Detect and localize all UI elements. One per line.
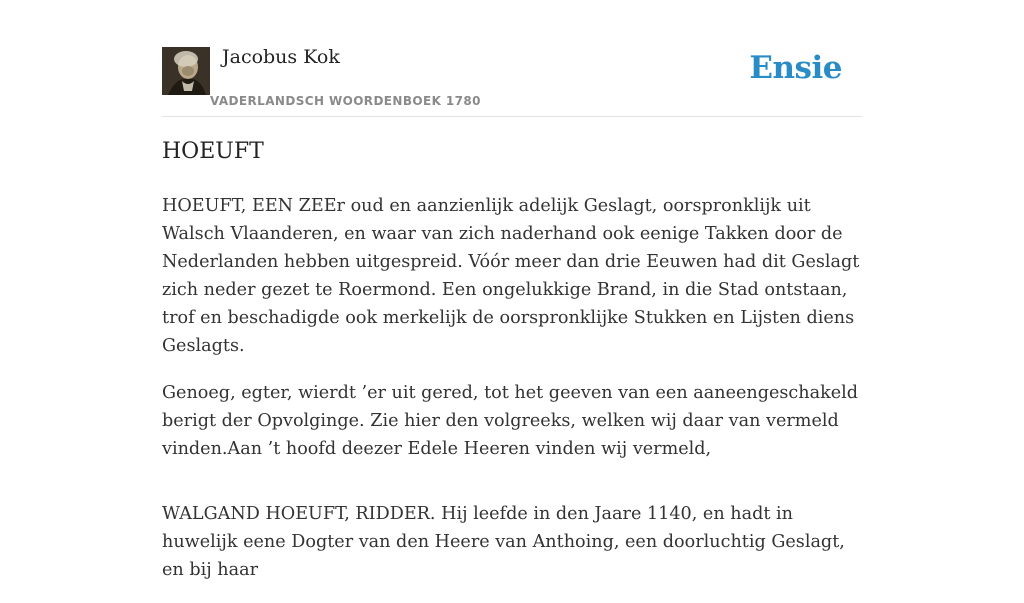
article-paragraph: WALGAND HOEUFT, RIDDER. Hij leefde in den Jaare 1140, en hadt in huwelijk eene Dogter van den Heere van Anthoing, een doorluchtig Geslagt, en bij haar [162, 504, 845, 580]
article-paragraph: HOEUFT, EEN ZEEr oud en aanzienlijk adelijk Geslagt, oorspronklijk uit Walsch Vlaanderen, en waar van zich naderhand ook eenige Takken door de Nederlanden hebben uitgespreid. Vóór meer dan drie Eeuwen had dit Geslagt zich neder gezet te Roermond. Een ongelukkige Brand, in die Stad ontstaan, trof en beschadigde ook merkelijk de oorspronklijke Stukken en Lijsten diens Geslagts. [162, 196, 860, 356]
article-paragraph: Genoeg, egter, wierdt ’er uit gered, tot het geeven van een aaneengeschakeld berigt der Opvolginge. Zie hier den volgreeks, welken wij daar van vermeld vinden.Aan ’t hoofd deezer Edele Heeren vinden wij vermeld, [162, 383, 859, 459]
portrait-icon [162, 47, 210, 95]
article-title: HOEUFT [162, 139, 264, 164]
source-label[interactable]: VADERLANDSCH WOORDENBOEK 1780 [210, 94, 481, 108]
article-header [162, 40, 862, 117]
brand-logo[interactable]: Ensie [749, 50, 842, 86]
article-body [162, 192, 862, 603]
author-avatar[interactable] [162, 47, 210, 95]
author-name[interactable]: Jacobus Kok [222, 46, 340, 68]
